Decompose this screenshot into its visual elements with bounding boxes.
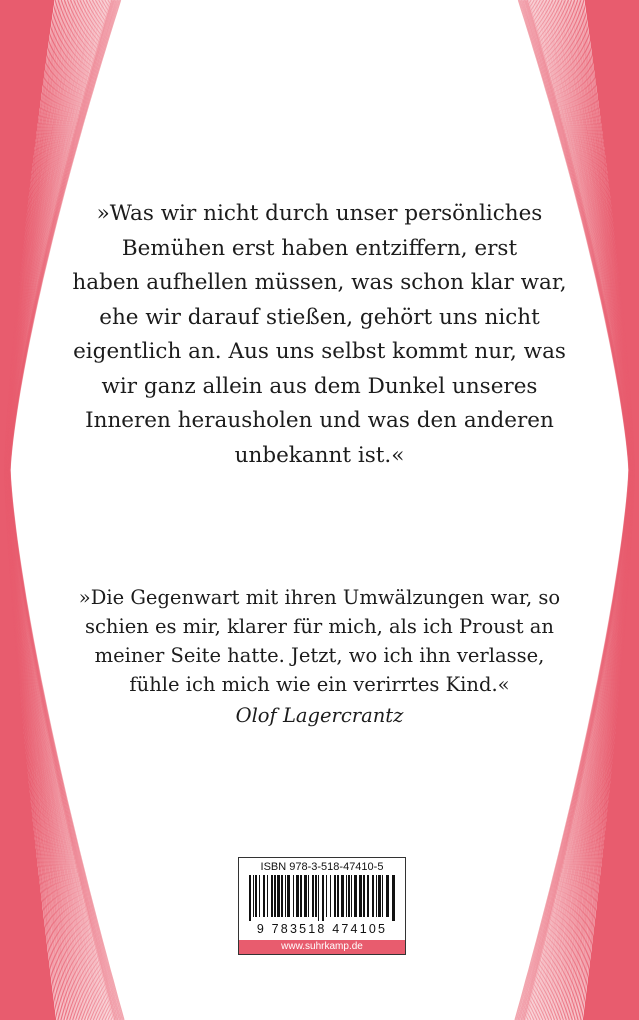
review-line: schien es mir, klarer für mich, als ich Proust an <box>85 615 554 638</box>
quote-line: eigentlich an. Aus uns selbst kommt nur, was <box>73 339 566 364</box>
barcode-digits: 9 783518 474105 <box>256 922 388 936</box>
quote-line: »Was wir nicht durch unser persönliches <box>96 201 543 226</box>
isbn-barcode-block <box>238 857 406 955</box>
main-quote <box>0 197 639 473</box>
review-line: meiner Seite hatte. Jetzt, wo ich ihn verlasse, <box>94 644 545 667</box>
review-line: fühle ich mich wie ein verirrtes Kind.« <box>129 673 510 696</box>
quote-author: Olof Lagercrantz <box>235 704 404 727</box>
barcode-bars <box>247 875 397 921</box>
publisher-url: www.suhrkamp.de <box>239 940 405 954</box>
isbn-label: ISBN 978-3-518-47410-5 <box>260 861 384 873</box>
review-line: »Die Gegenwart mit ihren Umwälzungen war, so <box>78 586 561 609</box>
quote-line: Inneren herausholen und was den anderen <box>85 408 554 433</box>
quote-line: ehe wir darauf stießen, gehört uns nicht <box>99 304 540 330</box>
right-curtain <box>515 0 639 1020</box>
review-quote <box>0 583 639 730</box>
quote-line: haben aufhellen müssen, was schon klar war, <box>72 270 567 295</box>
quote-line: wir ganz allein aus dem Dunkel unseres <box>101 373 538 399</box>
left-curtain <box>0 0 124 1020</box>
quote-line: Bemühen erst haben entziffern, erst <box>121 235 518 261</box>
quote-line: unbekannt ist.« <box>234 442 405 468</box>
